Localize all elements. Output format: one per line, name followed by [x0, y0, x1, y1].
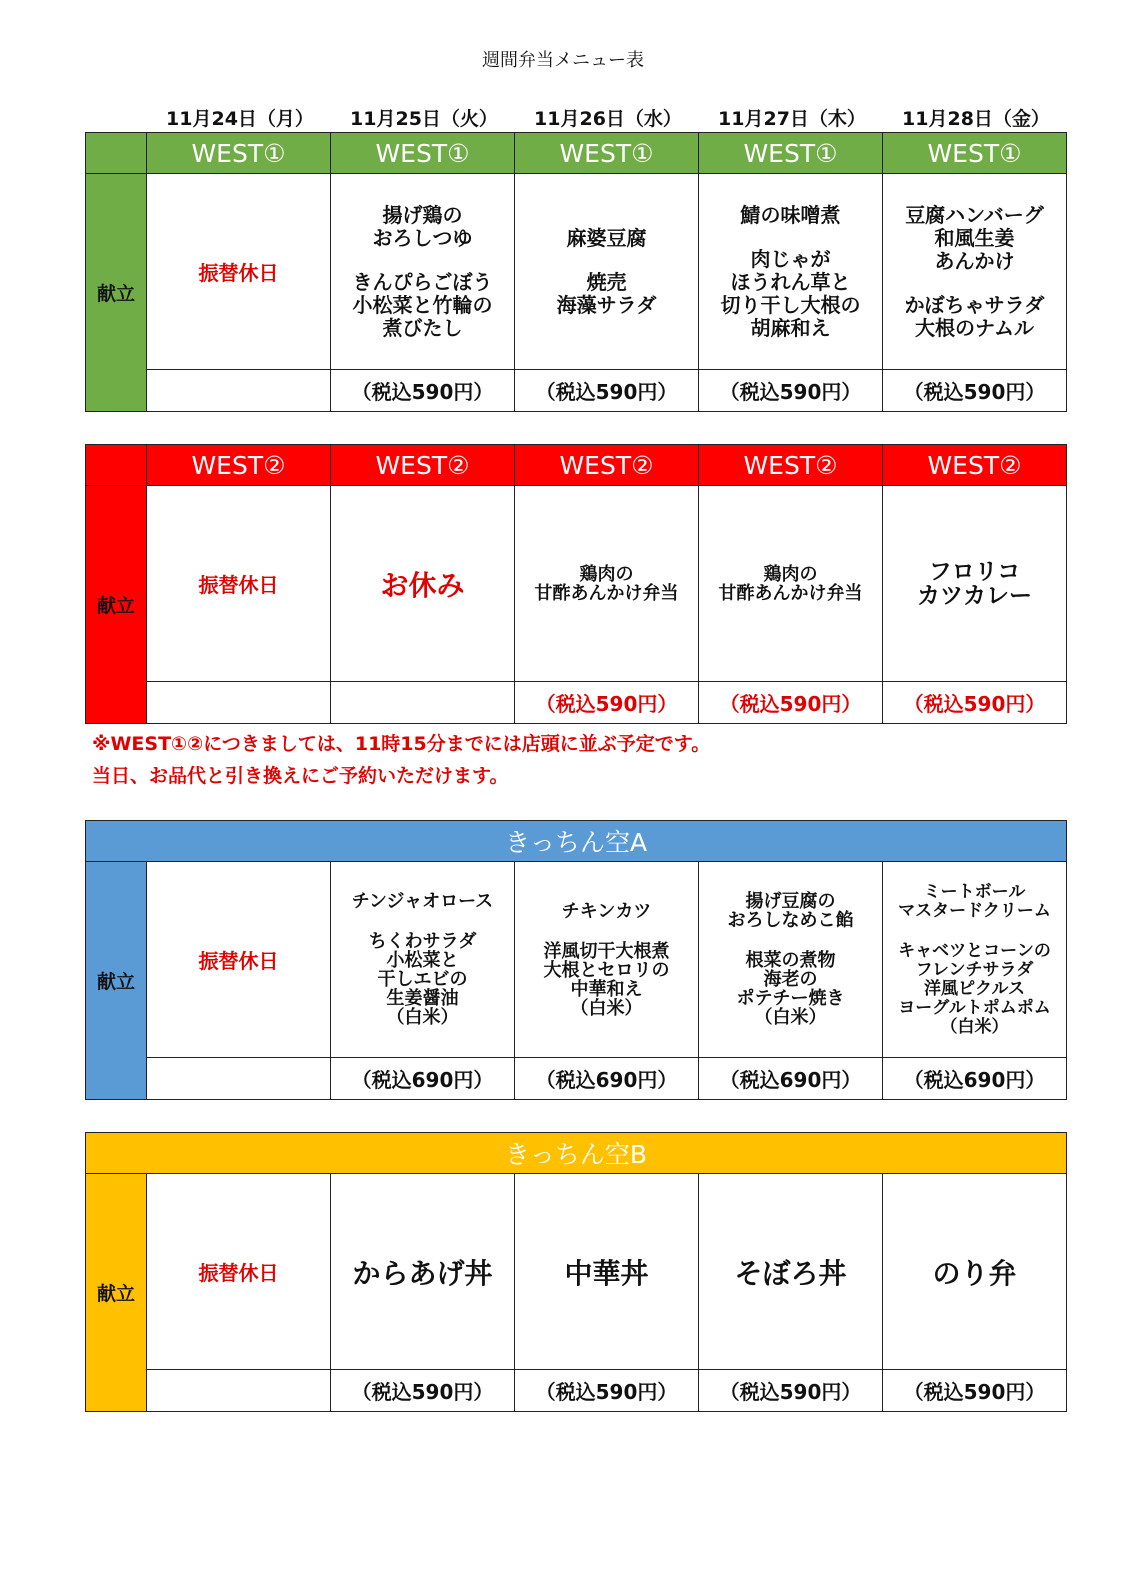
menu-line: 和風生姜: [934, 225, 1015, 250]
kitchen-b-cell-fri: のり弁: [883, 1174, 1067, 1370]
holiday-label: 振替休日: [198, 573, 279, 597]
menu-line: 胡麻和え: [750, 315, 831, 340]
west1-header-mon: WEST①: [147, 133, 331, 174]
menu-line: 肉じゃが: [750, 246, 831, 271]
note-line-2: 当日、お品代と引き換えにご予約いただけます。: [92, 765, 509, 787]
menu-line: （白米）: [386, 1007, 459, 1028]
date-thu: 11月27日（木）: [718, 108, 866, 130]
kitchen-a-cell-thu: [699, 862, 883, 1058]
west1-price-tue: （税込590円）: [331, 370, 515, 412]
west2-cell-tue: [331, 486, 515, 682]
west2-header-fri: WEST②: [883, 445, 1067, 486]
kitchen-b-table: [85, 1132, 1067, 1412]
menu-line: 麻婆豆腐: [566, 225, 647, 250]
west1-price-wed: （税込590円）: [515, 370, 699, 412]
menu-line: ヨーグルトポムポム: [898, 997, 1051, 1018]
menu-line: [331, 250, 514, 271]
menu-line: 大根のナムル: [915, 315, 1034, 340]
west1-price-mon: [147, 370, 331, 412]
menu-line: 中華和え: [570, 978, 643, 1000]
menu-line: [883, 921, 1066, 942]
menu-line: あんかけ: [934, 248, 1015, 273]
menu-line: [883, 273, 1066, 294]
kitchen-a-cell-mon: [147, 862, 331, 1058]
west1-price-fri: （税込590円）: [883, 370, 1067, 412]
menu-line: 洋風ピクルス: [924, 978, 1025, 999]
menu-line: （白米）: [940, 1016, 1009, 1037]
menu-line: 揚げ鶏の: [382, 202, 463, 227]
kitchen-a-cell-tue: [331, 862, 515, 1058]
kitchen-a-table: [85, 820, 1067, 1100]
kitchen-a-price-fri: （税込690円）: [883, 1058, 1067, 1100]
kitchen-a-price-mon: [147, 1058, 331, 1100]
menu-line: 鶏肉の: [579, 563, 634, 585]
menu-line: カツカレー: [917, 582, 1032, 609]
west2-header-mon: WEST②: [147, 445, 331, 486]
kitchen-b-cell-tue: からあげ丼: [331, 1174, 515, 1370]
menu-line: 海藻サラダ: [556, 292, 657, 317]
west2-cell-fri: [883, 486, 1067, 682]
menu-line: [699, 930, 882, 951]
menu-line: おろしつゆ: [372, 225, 473, 250]
menu-line: フロリコ: [928, 558, 1021, 585]
west1-cell-tue: [331, 174, 515, 370]
closed-label: お休み: [380, 568, 465, 602]
kitchen-a-side-label: 献立: [86, 862, 147, 1100]
menu-line: 大根とセロリの: [543, 959, 670, 981]
menu-line: 小松菜と竹輪の: [352, 292, 493, 317]
kitchen-b-price-thu: （税込590円）: [699, 1370, 883, 1412]
kitchen-b-cell-mon: [147, 1174, 331, 1370]
date-wed: 11月26日（水）: [534, 108, 682, 130]
date-fri: 11月28日（金）: [902, 108, 1050, 130]
menu-line: 揚げ豆腐の: [745, 891, 836, 912]
west1-side-header: [86, 133, 147, 174]
menu-line: 豆腐ハンバーグ: [905, 202, 1044, 227]
west2-price-mon: [147, 682, 331, 724]
menu-line: 鶏肉の: [763, 563, 818, 585]
west2-header-wed: WEST②: [515, 445, 699, 486]
holiday-label: 振替休日: [198, 261, 279, 285]
menu-line: かぼちゃサラダ: [904, 292, 1045, 317]
kitchen-b-menu-row: [86, 1174, 1067, 1370]
kitchen-b-cell-wed: 中華丼: [515, 1174, 699, 1370]
west1-header-row: [86, 133, 1067, 174]
kitchen-a-price-tue: （税込690円）: [331, 1058, 515, 1100]
west2-cell-thu: [699, 486, 883, 682]
kitchen-a-menu-row: [86, 862, 1067, 1058]
menu-line: 甘酢あんかけ弁当: [718, 582, 863, 604]
kitchen-a-header-row: [86, 821, 1067, 862]
date-mon: 11月24日（月）: [166, 108, 314, 130]
menu-line: ポテチー焼き: [736, 988, 845, 1009]
west1-table: [85, 132, 1067, 412]
west2-price-thu: （税込590円）: [699, 682, 883, 724]
kitchen-a-price-thu: （税込690円）: [699, 1058, 883, 1100]
date-header-row: [148, 104, 1068, 131]
west1-cell-mon: [147, 174, 331, 370]
west1-header-thu: WEST①: [699, 133, 883, 174]
menu-line: チンジャオロース: [351, 891, 494, 912]
west2-side-label: 献立: [86, 486, 147, 724]
west1-menu-row: [86, 174, 1067, 370]
west1-header-fri: WEST①: [883, 133, 1067, 174]
menu-line: [331, 911, 514, 932]
west2-menu-row: [86, 486, 1067, 682]
west2-header-row: [86, 445, 1067, 486]
menu-line: [515, 921, 698, 942]
menu-line: キャベツとコーンの: [898, 940, 1051, 961]
menu-line: [699, 227, 882, 248]
page-title: 週間弁当メニュー表: [482, 50, 644, 71]
kitchen-b-price-fri: （税込590円）: [883, 1370, 1067, 1412]
kitchen-b-header-row: [86, 1133, 1067, 1174]
menu-line: ちくわサラダ: [368, 931, 477, 952]
menu-line: 洋風切干大根煮: [543, 940, 670, 962]
kitchen-b-header: きっちん空B: [86, 1133, 1067, 1174]
west1-header-wed: WEST①: [515, 133, 699, 174]
west2-price-fri: （税込590円）: [883, 682, 1067, 724]
west2-header-thu: WEST②: [699, 445, 883, 486]
menu-line: 焼売: [586, 269, 627, 294]
west2-table: [85, 444, 1067, 724]
holiday-label: 振替休日: [198, 1261, 279, 1285]
menu-line: ミートボール: [923, 881, 1026, 902]
kitchen-b-price-row: [86, 1370, 1067, 1412]
date-tue: 11月25日（火）: [350, 108, 498, 130]
west2-header-tue: WEST②: [331, 445, 515, 486]
menu-line: 干しエビの: [377, 969, 468, 990]
west1-side-label: 献立: [86, 174, 147, 412]
menu-line: 生姜醤油: [386, 988, 459, 1009]
west1-cell-wed: [515, 174, 699, 370]
west1-header-tue: WEST①: [331, 133, 515, 174]
menu-line: 小松菜と: [386, 950, 459, 971]
kitchen-b-side-label: 献立: [86, 1174, 147, 1412]
holiday-label: 振替休日: [198, 949, 279, 973]
menu-line: チキンカツ: [561, 900, 652, 922]
west2-cell-mon: [147, 486, 331, 682]
note-line-1: ※WEST①②につきましては、11時15分までには店頭に並ぶ予定です。: [92, 733, 711, 755]
west2-price-row: [86, 682, 1067, 724]
menu-line: 煮びたし: [382, 315, 463, 340]
menu-line: 切り干し大根の: [720, 292, 861, 317]
menu-line: （白米）: [570, 997, 643, 1019]
kitchen-b-price-mon: [147, 1370, 331, 1412]
menu-line: 甘酢あんかけ弁当: [534, 582, 679, 604]
menu-line: 海老の: [763, 969, 818, 990]
west1-price-row: [86, 370, 1067, 412]
menu-line: きんぴらごぼう: [352, 269, 493, 294]
kitchen-a-cell-fri: [883, 862, 1067, 1058]
kitchen-a-price-wed: （税込690円）: [515, 1058, 699, 1100]
menu-line: マスタードクリーム: [898, 900, 1051, 921]
menu-line: フレンチサラダ: [915, 959, 1034, 980]
menu-line: 鯖の味噌煮: [740, 202, 841, 227]
menu-line: おろしなめこ餡: [727, 910, 854, 931]
menu-line: （白米）: [754, 1007, 827, 1028]
kitchen-b-price-tue: （税込590円）: [331, 1370, 515, 1412]
kitchen-a-price-row: [86, 1058, 1067, 1100]
menu-line: ほうれん草と: [730, 269, 851, 294]
kitchen-a-header: きっちん空A: [86, 821, 1067, 862]
notes: [92, 728, 710, 792]
west2-side-header: [86, 445, 147, 486]
west2-price-wed: （税込590円）: [515, 682, 699, 724]
kitchen-b-cell-thu: そぼろ丼: [699, 1174, 883, 1370]
menu-line: [515, 250, 698, 271]
west1-cell-thu: [699, 174, 883, 370]
west2-price-tue: [331, 682, 515, 724]
west2-cell-wed: [515, 486, 699, 682]
kitchen-b-price-wed: （税込590円）: [515, 1370, 699, 1412]
menu-line: 根菜の煮物: [745, 950, 836, 971]
west1-cell-fri: [883, 174, 1067, 370]
west1-price-thu: （税込590円）: [699, 370, 883, 412]
kitchen-a-cell-wed: [515, 862, 699, 1058]
